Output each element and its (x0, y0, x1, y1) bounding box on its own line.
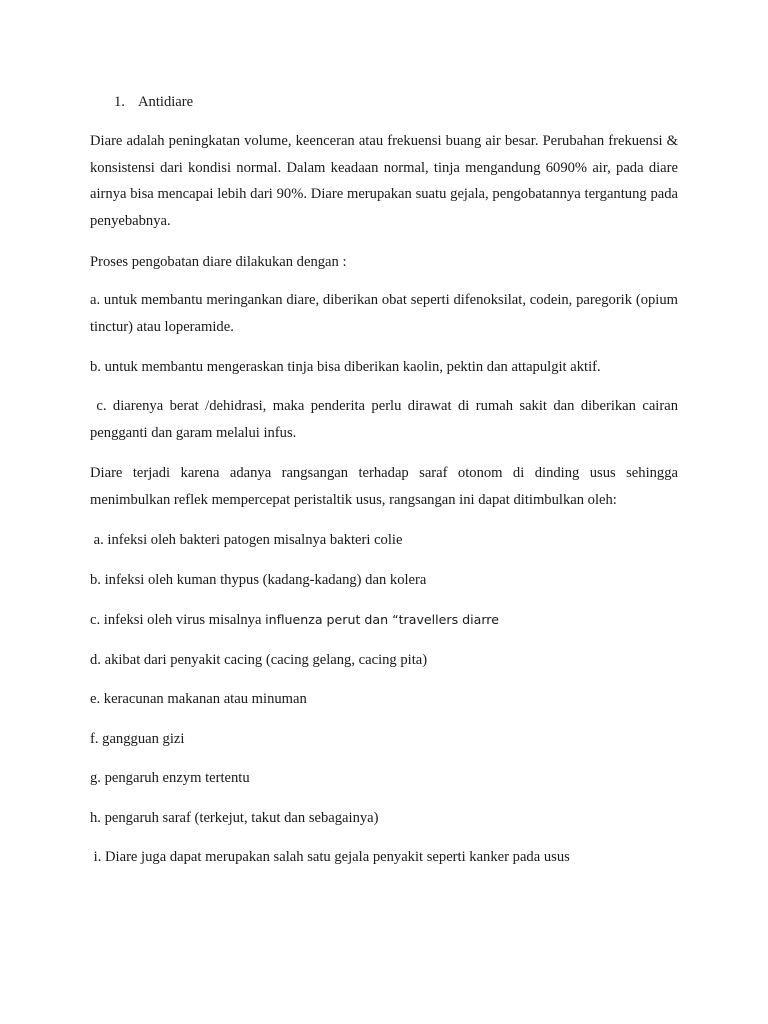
cause-c-suffix: influenza perut dan “travellers diarre (265, 612, 499, 627)
cause-i: i. Diare juga dapat merupakan salah satu gejala penyakit seperti kanker pada usus (90, 849, 570, 865)
document-page (90, 0, 682, 1024)
section-heading (114, 92, 193, 112)
process-intro: Proses pengobatan diare dilakukan dengan : (90, 254, 347, 270)
treatment-a: a. untuk membantu meringankan diare, diberikan obat seperti difenoksilat, codein, paregorik (opium tinctur) atau loperamide. (90, 292, 678, 335)
cause-c (90, 610, 499, 630)
cause-a: a. infeksi oleh bakteri patogen misalnya bakteri colie (90, 532, 403, 548)
cause-c-prefix: c. infeksi oleh virus misalnya (90, 612, 266, 628)
cause-h: h. pengaruh saraf (terkejut, takut dan sebagainya) (90, 810, 379, 826)
cause-f: f. gangguan gizi (90, 731, 185, 747)
cause-intro: Diare terjadi karena adanya rangsangan terhadap saraf otonom di dinding usus sehingga menimbulkan reflek mempercepat peristaltik usus, rangsangan ini dapat ditimbulkan oleh: (90, 465, 678, 508)
cause-d: d. akibat dari penyakit cacing (cacing gelang, cacing pita) (90, 652, 428, 668)
cause-e: e. keracunan makanan atau minuman (90, 691, 307, 707)
heading-number: 1. (114, 94, 125, 110)
cause-b: b. infeksi oleh kuman thypus (kadang-kadang) dan kolera (90, 572, 427, 588)
heading-title: Antidiare (138, 94, 194, 110)
treatment-c: c. diarenya berat /dehidrasi, maka penderita perlu dirawat di rumah sakit dan diberikan cairan pengganti dan garam melalui infus. (90, 398, 682, 441)
intro-paragraph: Diare adalah peningkatan volume, keenceran atau frekuensi buang air besar. Perubahan frekuensi & konsistensi dari kondisi normal. Dalam keadaan normal, tinja mengandung 6090% air, pada diare airnya bisa mencapai lebih dari 90%. Diare merupakan suatu gejala, pengobatannya tergantung pada penyebabnya. (90, 133, 678, 229)
treatment-b: b. untuk membantu mengeraskan tinja bisa diberikan kaolin, pektin dan attapulgit aktif. (90, 359, 601, 375)
cause-g: g. pengaruh enzym tertentu (90, 770, 250, 786)
